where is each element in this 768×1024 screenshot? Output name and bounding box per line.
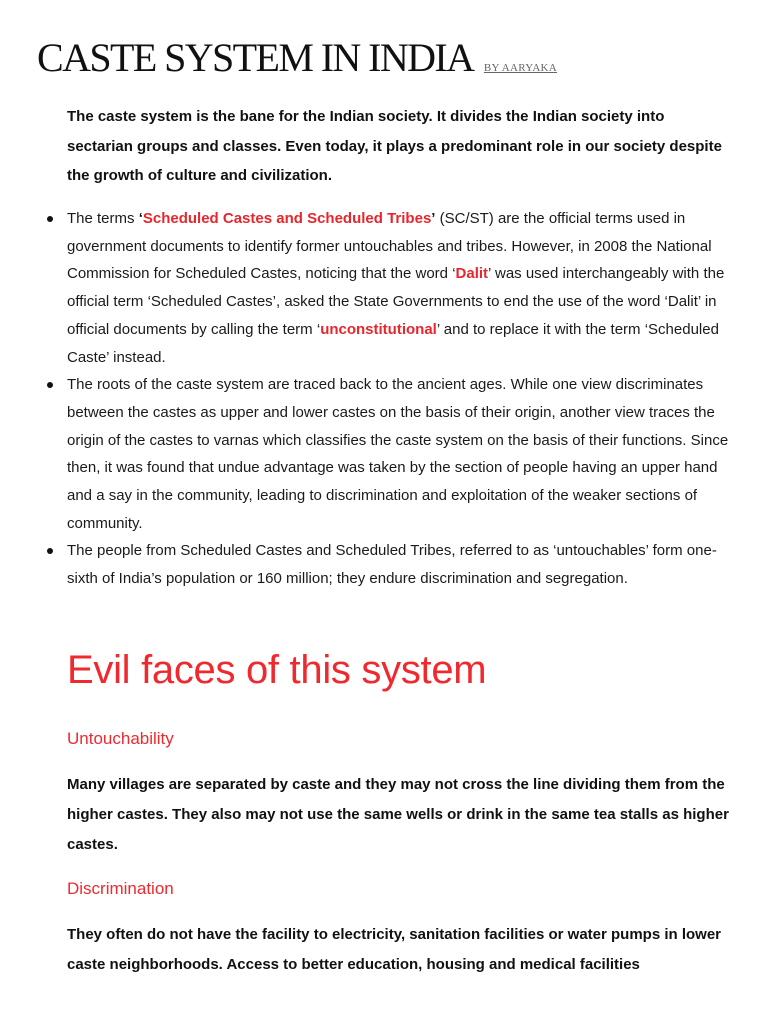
highlight-scheduled-castes-tribes: Scheduled Castes and Scheduled Tribes — [142, 210, 432, 227]
untouchability-paragraph: Many villages are separated by caste and they may not cross the line dividing them from the higher castes. They also may not use the same wells or drink in the same tea stalls as higher castes. — [67, 776, 729, 853]
list-item — [67, 537, 731, 592]
bullet-icon — [47, 548, 53, 554]
list-item — [67, 205, 731, 371]
bullet-icon — [47, 382, 53, 388]
key-points-list — [67, 205, 731, 593]
bullet-icon — [47, 216, 53, 222]
page-title: CASTE SYSTEM IN INDIA — [37, 35, 474, 80]
discrimination-heading: Discrimination — [67, 879, 174, 898]
text-run: ’ and to replace it with the term ‘Scheduled Caste’ instead. — [67, 320, 719, 366]
text-run: ’ was used interchangeably with the official term ‘Scheduled Castes’, asked the State Governments to end the use of the word ‘Dalit’ in official documents by calling the term ‘ — [67, 265, 725, 338]
highlight-dalit: Dalit — [455, 265, 489, 283]
quote-mark: ‘ — [138, 210, 143, 227]
list-item — [67, 371, 731, 537]
list-item-text: The people from Scheduled Castes and Scheduled Tribes, referred to as ‘untouchables’ form one-sixth of India’s population or 160 million; they endure discrimination and segregation. — [67, 542, 717, 588]
section-title: Evil faces of this system — [67, 648, 487, 692]
quote-mark: ’ — [431, 210, 436, 227]
header — [37, 34, 557, 81]
text-run: The terms — [67, 210, 139, 227]
author-byline-link[interactable]: BY AARYAKA — [483, 62, 558, 74]
discrimination-paragraph: They often do not have the facility to electricity, sanitation facilities or water pumps in lower caste neighborhoods. Access to better education, housing and medical facilities — [67, 926, 722, 973]
highlight-unconstitutional: unconstitutional — [320, 320, 437, 338]
untouchability-heading: Untouchability — [67, 729, 174, 748]
text-run: (SC/ST) are the official terms used in government documents to identify former untouchables and tribes. However, in 2008 the National Commission for Scheduled Castes, noticing that the word ‘ — [67, 210, 712, 283]
intro-paragraph: The caste system is the bane for the Indian society. It divides the Indian society into sectarian groups and classes. Even today, it plays a predominant role in our society despite the growth of culture and civilization. — [67, 108, 722, 184]
list-item-text: The roots of the caste system are traced back to the ancient ages. While one view discriminates between the castes as upper and lower castes on the basis of their origin, another view traces the origin of the castes to varnas which classifies the caste system on the basis of their functions. Since then, it was found that undue advantage was taken by the section of people having an upper hand and a say in the community, leading to discrimination and exploitation of the weaker sections of community. — [67, 376, 729, 532]
